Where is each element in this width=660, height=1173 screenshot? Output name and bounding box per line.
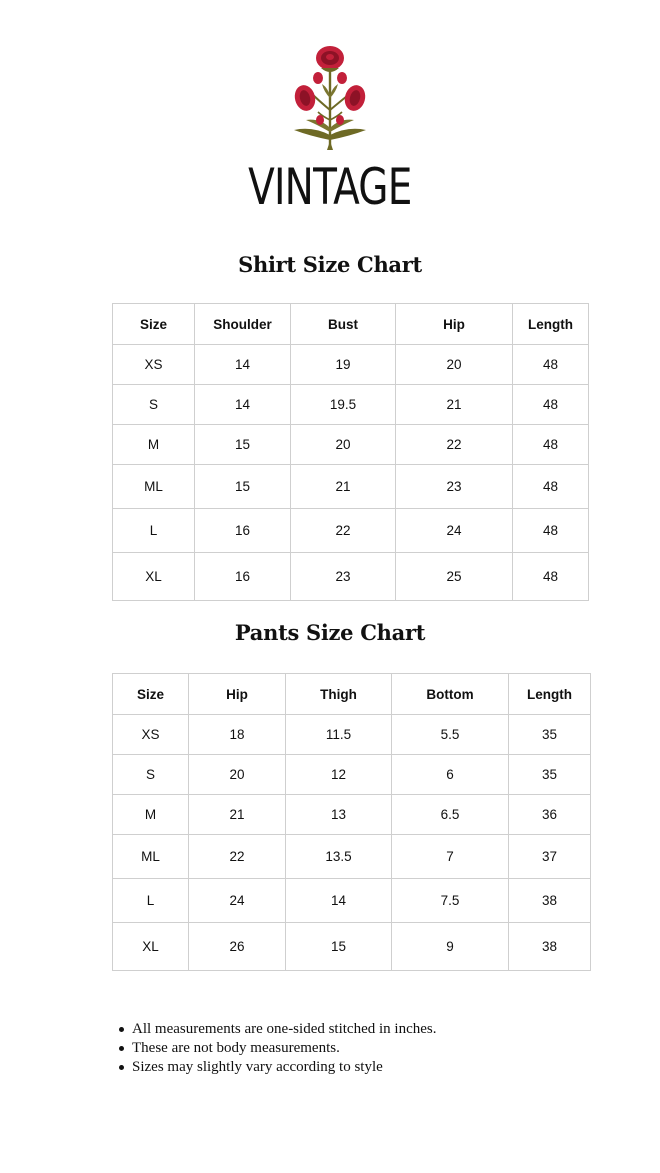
table-cell: 48 — [513, 509, 589, 553]
table-row — [113, 425, 589, 465]
pants-size-table — [112, 673, 591, 971]
table-cell: 19 — [291, 345, 396, 385]
table-cell: 22 — [291, 509, 396, 553]
table-cell: 11.5 — [286, 715, 392, 755]
list-item: These are not body measurements. — [132, 1039, 437, 1058]
table-cell: 23 — [396, 465, 513, 509]
table-cell: M — [113, 795, 189, 835]
table-cell: 24 — [396, 509, 513, 553]
brand-name: VINTAGE — [248, 158, 412, 216]
table-cell: 26 — [189, 923, 286, 971]
table-cell: 48 — [513, 465, 589, 509]
table-row — [113, 385, 589, 425]
table-cell: 9 — [392, 923, 509, 971]
table-cell: L — [113, 509, 195, 553]
table-row — [113, 345, 589, 385]
table-header-row — [113, 674, 591, 715]
header-size: Size — [113, 304, 195, 345]
table-row — [113, 879, 591, 923]
shirt-chart-title: Shirt Size Chart — [238, 252, 422, 277]
table-cell: 15 — [195, 465, 291, 509]
table-cell: M — [113, 425, 195, 465]
table-cell: L — [113, 879, 189, 923]
flower-logo-icon — [290, 40, 370, 156]
brand-logo — [0, 40, 660, 216]
table-cell: ML — [113, 465, 195, 509]
table-cell: 35 — [509, 755, 591, 795]
shirt-size-table — [112, 303, 589, 601]
table-cell: 15 — [286, 923, 392, 971]
table-cell: 25 — [396, 553, 513, 601]
header-size: Size — [113, 674, 189, 715]
list-item: All measurements are one-sided stitched in inches. — [132, 1021, 437, 1037]
table-cell: 6.5 — [392, 795, 509, 835]
table-cell: 16 — [195, 509, 291, 553]
table-cell: 48 — [513, 425, 589, 465]
table-cell: 20 — [396, 345, 513, 385]
table-cell: 48 — [513, 553, 589, 601]
table-cell: 19.5 — [291, 385, 396, 425]
table-cell: 38 — [509, 923, 591, 971]
table-cell: XS — [113, 345, 195, 385]
table-cell: 18 — [189, 715, 286, 755]
table-cell: 6 — [392, 755, 509, 795]
pants-chart-title: Pants Size Chart — [234, 620, 426, 645]
table-header-row — [113, 304, 589, 345]
table-cell: 12 — [286, 755, 392, 795]
table-cell: 36 — [509, 795, 591, 835]
table-cell: 14 — [286, 879, 392, 923]
list-item: Sizes may slightly vary according to style — [132, 1058, 437, 1077]
table-cell: 14 — [195, 345, 291, 385]
header-hip: Hip — [189, 674, 286, 715]
table-row — [113, 715, 591, 755]
header-shoulder: Shoulder — [195, 304, 291, 345]
table-cell: XL — [113, 553, 195, 601]
table-cell: 48 — [513, 345, 589, 385]
header-bottom: Bottom — [392, 674, 509, 715]
table-cell: 7.5 — [392, 879, 509, 923]
table-cell: 5.5 — [392, 715, 509, 755]
table-cell: ML — [113, 835, 189, 879]
table-cell: 37 — [509, 835, 591, 879]
table-cell: 22 — [396, 425, 513, 465]
table-cell: 38 — [509, 879, 591, 923]
table-cell: 21 — [291, 465, 396, 509]
table-row — [113, 465, 589, 509]
table-cell: XS — [113, 715, 189, 755]
table-row — [113, 509, 589, 553]
table-cell: S — [113, 385, 195, 425]
table-row — [113, 923, 591, 971]
table-row — [113, 755, 591, 795]
table-cell: 22 — [189, 835, 286, 879]
table-cell: 14 — [195, 385, 291, 425]
table-cell: 7 — [392, 835, 509, 879]
table-cell: 21 — [396, 385, 513, 425]
header-hip: Hip — [396, 304, 513, 345]
table-cell: 24 — [189, 879, 286, 923]
measurement-notes — [132, 1020, 437, 1077]
table-row — [113, 795, 591, 835]
table-cell: 23 — [291, 553, 396, 601]
table-cell: 48 — [513, 385, 589, 425]
table-cell: 13 — [286, 795, 392, 835]
table-row — [113, 553, 589, 601]
table-cell: 21 — [189, 795, 286, 835]
table-row — [113, 835, 591, 879]
table-cell: 20 — [291, 425, 396, 465]
header-length: Length — [509, 674, 591, 715]
header-thigh: Thigh — [286, 674, 392, 715]
table-cell: 20 — [189, 755, 286, 795]
table-cell: S — [113, 755, 189, 795]
table-cell: 13.5 — [286, 835, 392, 879]
table-cell: 35 — [509, 715, 591, 755]
table-cell: XL — [113, 923, 189, 971]
header-bust: Bust — [291, 304, 396, 345]
table-cell: 15 — [195, 425, 291, 465]
table-cell: 16 — [195, 553, 291, 601]
header-length: Length — [513, 304, 589, 345]
